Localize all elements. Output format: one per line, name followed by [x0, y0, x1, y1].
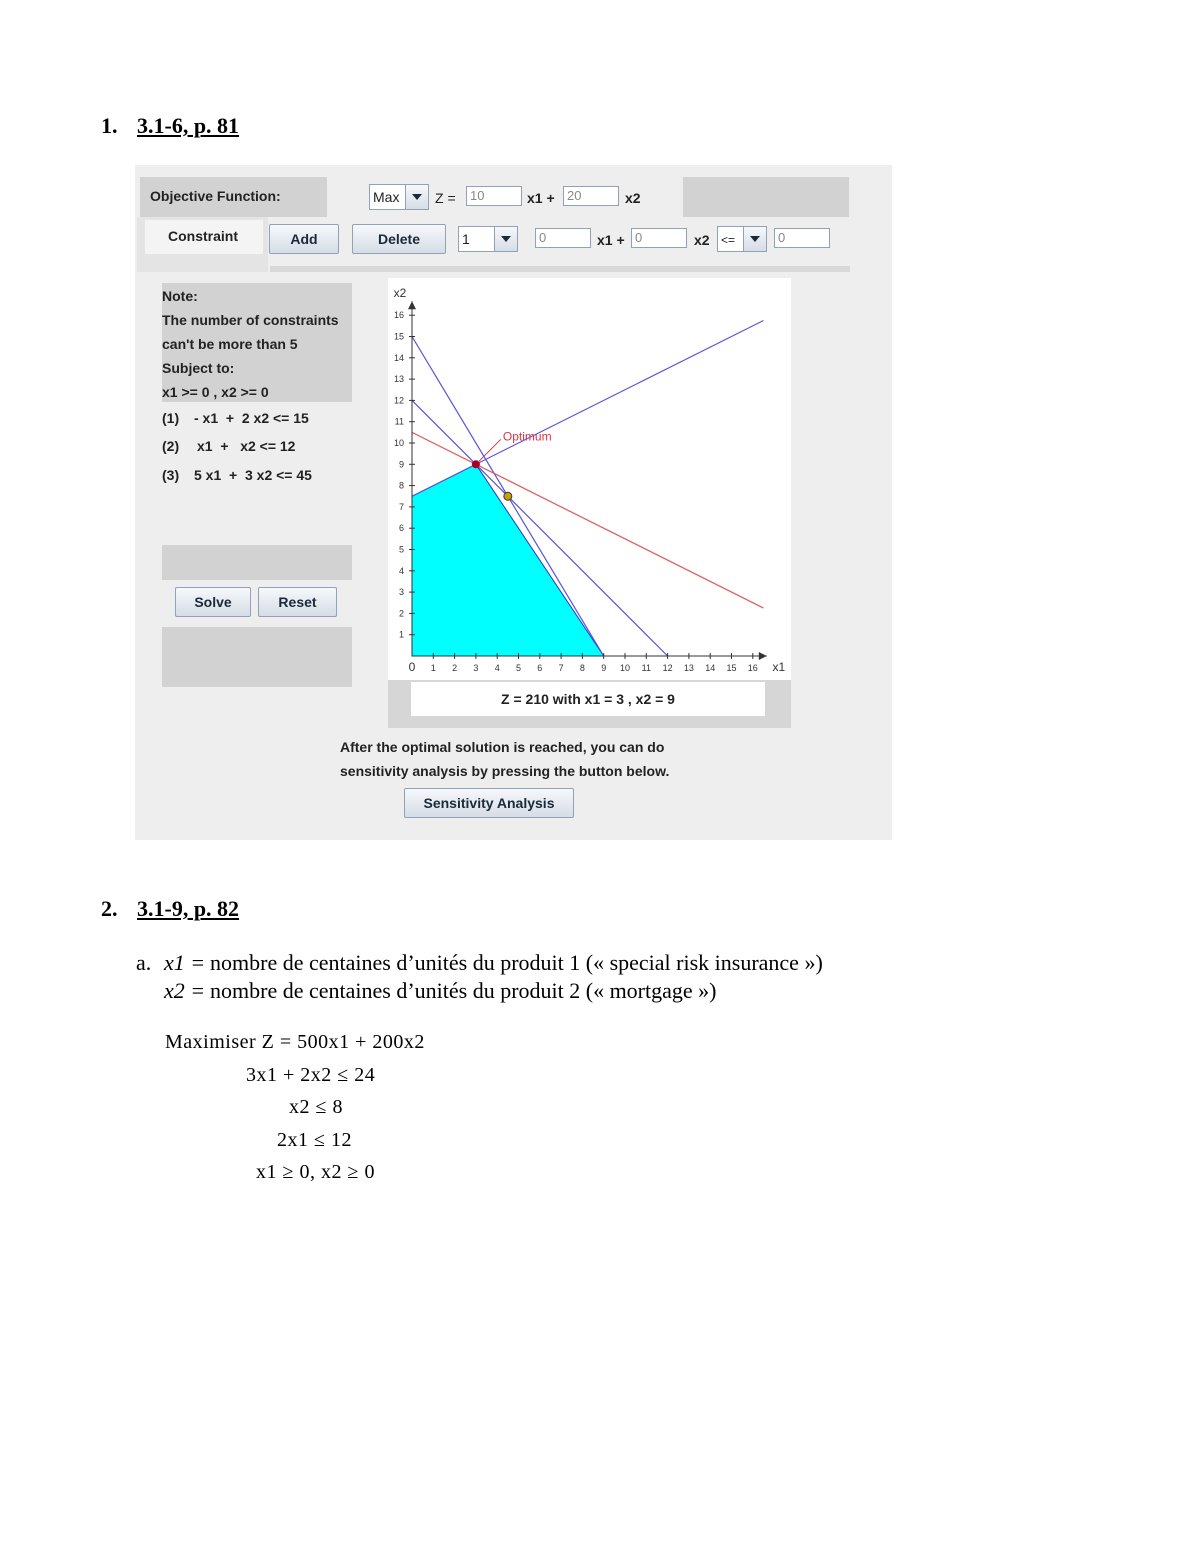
- objective-coef-x1-input[interactable]: 10: [466, 186, 522, 206]
- constraint-label: Constraint: [168, 228, 238, 244]
- intersection-point: [504, 492, 512, 500]
- x-tick-label: 5: [515, 663, 522, 673]
- graph-line-1: [412, 321, 763, 497]
- y-tick-label: 15: [393, 331, 404, 342]
- x-tick-label: 14: [705, 663, 716, 673]
- chevron-down-icon: [405, 185, 428, 209]
- objective-function-label: Objective Function:: [150, 188, 281, 204]
- objective-coef-x2-input[interactable]: 20: [563, 186, 619, 206]
- section-1-number: 1.: [101, 113, 118, 138]
- constraint-3-index: (3): [162, 467, 180, 483]
- note-line-5: x1 >= 0 , x2 >= 0: [162, 384, 269, 400]
- x1-definition: nombre de centaines d’unités du produit 1 (« special risk insurance »): [210, 950, 823, 975]
- x2-variable: x2 =: [164, 978, 206, 1003]
- y-tick-label: 5: [398, 544, 404, 555]
- constraint-rhs-input[interactable]: 0: [774, 228, 830, 248]
- x-tick-label: 16: [747, 663, 758, 673]
- x-tick-label: 12: [662, 663, 673, 673]
- y-tick-label: 6: [398, 523, 404, 534]
- objective-mode-value: Max: [373, 189, 400, 205]
- y-tick-label: 12: [393, 395, 404, 406]
- lp-graph-svg: [388, 278, 791, 680]
- section-1-title: 3.1-6, p. 81: [137, 113, 240, 138]
- constraint-1-index: (1): [162, 410, 180, 426]
- output-box: [162, 627, 352, 687]
- constraint-operator-select[interactable]: [717, 226, 767, 252]
- chevron-down-icon: [494, 227, 517, 251]
- x-tick-label: 11: [641, 663, 651, 673]
- objective-x2-label: x2: [625, 190, 641, 206]
- separator-bar: [270, 266, 850, 272]
- x-tick-label: 13: [683, 663, 694, 673]
- x-tick-label: 3: [473, 663, 479, 673]
- y-tick-label: 1: [398, 629, 404, 640]
- delete-button[interactable]: Delete: [352, 224, 446, 254]
- message-box: [162, 545, 352, 580]
- solve-button[interactable]: Solve: [175, 587, 251, 617]
- y-tick-label: 9: [398, 459, 404, 470]
- section-2-heading: [101, 896, 239, 922]
- y-tick-label: 7: [398, 501, 404, 512]
- z-equals-label: Z =: [435, 190, 456, 206]
- x-tick-label: 4: [494, 663, 500, 673]
- x-tick-label: 9: [601, 663, 607, 673]
- chevron-down-icon: [743, 227, 766, 251]
- x1-variable: x1 =: [164, 950, 206, 975]
- reset-button[interactable]: Reset: [258, 587, 337, 617]
- y-tick-label: 3: [398, 587, 404, 598]
- add-button[interactable]: Add: [269, 224, 339, 254]
- note-title: Note:: [162, 288, 198, 304]
- x-tick-label: 8: [579, 663, 585, 673]
- objective-equation: Maximiser Z = 500x1 + 200x2: [165, 1031, 425, 1053]
- constraint-2-index: (2): [162, 438, 180, 454]
- note-line-2: The number of constraints: [162, 312, 339, 328]
- x-tick-label: 1: [430, 663, 436, 673]
- y-tick-label: 13: [393, 374, 404, 385]
- y-tick-label: 11: [394, 416, 404, 427]
- section-1-heading: [101, 113, 239, 139]
- y-tick-label: 16: [393, 310, 404, 321]
- constraint-equation-4: x1 ≥ 0, x2 ≥ 0: [256, 1161, 375, 1183]
- y-tick-label: 14: [393, 352, 404, 363]
- constraint-x2-label: x2: [694, 232, 710, 248]
- y-tick-label: 8: [398, 480, 404, 491]
- result-text: Z = 210 with x1 = 3 , x2 = 9: [411, 682, 765, 716]
- x-tick-label: 2: [452, 663, 458, 673]
- note-line-4: Subject to:: [162, 360, 235, 376]
- constraint-equation-3: 2x1 ≤ 12: [277, 1129, 352, 1151]
- optimum-label: Optimum: [502, 429, 552, 444]
- y-tick-label: 4: [398, 565, 404, 576]
- constraint-2-expr: x1 + x2 <= 12: [197, 438, 296, 454]
- constraint-3-expr: 5 x1 + 3 x2 <= 45: [194, 467, 312, 483]
- x-tick-label: 6: [537, 663, 543, 673]
- constraint-index-value: 1: [462, 231, 470, 247]
- note-line-3: can't be more than 5: [162, 336, 298, 352]
- sensitivity-note-line-1: After the optimal solution is reached, you can do: [340, 739, 665, 755]
- graph-panel: [388, 278, 791, 680]
- y-axis-label: x2: [393, 286, 407, 300]
- y-tick-label: 2: [398, 608, 404, 619]
- constraint-operator-value: <=: [721, 233, 736, 247]
- x2-definition: nombre de centaines d’unités du produit 2 (« mortgage »): [210, 978, 717, 1003]
- status-box: [683, 177, 849, 217]
- objective-x1-label: x1 +: [527, 190, 555, 206]
- constraint-equation-2: x2 ≤ 8: [289, 1096, 343, 1118]
- constraint-coef-x1-input[interactable]: 0: [535, 228, 591, 248]
- optimum-pointer: [479, 439, 501, 461]
- constraint-x1-label: x1 +: [597, 232, 625, 248]
- constraint-1-expr: - x1 + 2 x2 <= 15: [194, 410, 309, 426]
- objective-mode-select[interactable]: [369, 184, 429, 210]
- x-tick-label: 15: [726, 663, 737, 673]
- constraint-equation-1: 3x1 + 2x2 ≤ 24: [246, 1064, 376, 1086]
- section-2-title: 3.1-9, p. 82: [137, 896, 240, 921]
- x-axis-arrow: [759, 652, 767, 660]
- sensitivity-analysis-button[interactable]: Sensitivity Analysis: [404, 788, 574, 818]
- y-axis-arrow: [408, 301, 416, 309]
- x-axis-label: x1: [772, 660, 786, 674]
- x-tick-label: 0: [408, 660, 416, 674]
- optimum-point: [472, 460, 480, 468]
- lp-solver-applet: [135, 165, 892, 840]
- constraint-coef-x2-input[interactable]: 0: [631, 228, 687, 248]
- sensitivity-note-line-2: sensitivity analysis by pressing the button below.: [340, 763, 670, 779]
- constraint-index-select[interactable]: [458, 226, 518, 252]
- x-tick-label: 10: [619, 663, 631, 673]
- x-tick-label: 7: [558, 663, 564, 673]
- part-a-label: a.: [136, 950, 152, 975]
- y-tick-label: 10: [393, 438, 404, 448]
- section-2-number: 2.: [101, 896, 118, 921]
